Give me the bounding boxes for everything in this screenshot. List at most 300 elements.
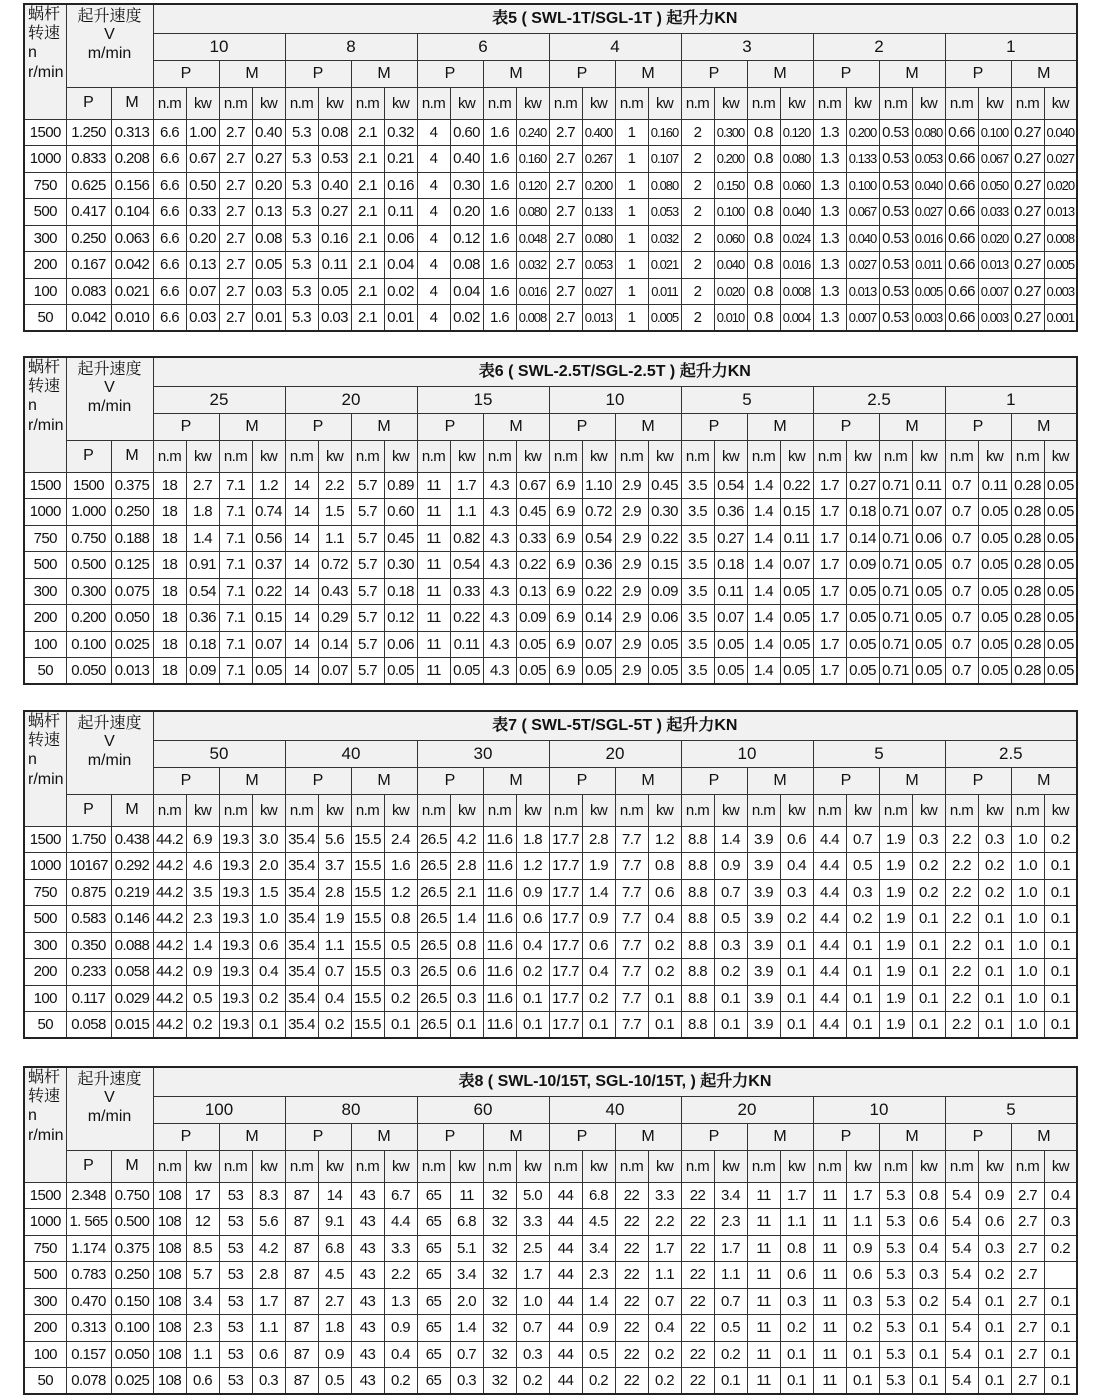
m-header: M (747, 60, 813, 87)
load-header: 25 (153, 386, 285, 413)
table-cell: 14 (285, 631, 318, 658)
table-cell: 0.06 (912, 525, 945, 552)
load-header: 20 (285, 386, 417, 413)
table-cell: 0.18 (846, 499, 879, 526)
table-cell: 19.3 (219, 959, 252, 986)
table-cell: 2.7 (549, 305, 582, 332)
table-cell: 7.1 (219, 605, 252, 632)
table-cell: 0.016 (516, 278, 549, 305)
table-cell: 11 (747, 1315, 780, 1342)
table-cell: 1.2 (648, 826, 681, 853)
speed-m-header: M (111, 1150, 153, 1182)
nm-header: n.m (747, 794, 780, 826)
kw-header: kw (186, 794, 219, 826)
table-cell: 0.160 (516, 146, 549, 173)
nm-header: n.m (549, 87, 582, 119)
kw-header: kw (318, 1150, 351, 1182)
table-cell: 0.27 (1011, 305, 1044, 332)
table-cell: 0.2 (912, 1288, 945, 1315)
table-cell: 0.60 (384, 499, 417, 526)
table-cell: 1.0 (1011, 826, 1044, 853)
table-cell: 0.13 (186, 252, 219, 279)
table-cell: 5.4 (945, 1341, 978, 1368)
table-cell: 0.05 (912, 658, 945, 685)
table-cell: 0.025 (111, 1368, 153, 1395)
table-cell: 0.66 (945, 199, 978, 226)
table-cell: 22 (681, 1235, 714, 1262)
table-cell: 0.06 (384, 225, 417, 252)
table-cell: 5.3 (879, 1315, 912, 1342)
table-row (24, 1235, 1077, 1262)
table-row (24, 1341, 1077, 1368)
table-row (24, 1315, 1077, 1342)
table-cell: 0.21 (384, 146, 417, 173)
table-cell: 0.07 (714, 605, 747, 632)
table-cell: 5.7 (351, 472, 384, 499)
table-cell: 0.05 (780, 658, 813, 685)
table-cell: 2.348 (66, 1182, 111, 1209)
table-cell: 0.45 (516, 499, 549, 526)
table-cell: 65 (417, 1262, 450, 1289)
table-cell: 19.3 (219, 932, 252, 959)
table-cell: 0.36 (186, 605, 219, 632)
table-cell: 0.1 (714, 1012, 747, 1039)
table-cell: 53 (219, 1368, 252, 1395)
p-header: P (153, 1123, 219, 1150)
table-cell: 1.1 (186, 1341, 219, 1368)
table-cell: 0.6 (516, 906, 549, 933)
table-cell: 1.000 (66, 499, 111, 526)
m-header: M (351, 767, 417, 794)
table-cell: 6.9 (549, 525, 582, 552)
kw-header: kw (582, 440, 615, 472)
table-cell: 19.3 (219, 906, 252, 933)
table-cell: 7.7 (615, 1012, 648, 1039)
table-row (24, 305, 1077, 332)
table-cell: 3.4 (186, 1288, 219, 1315)
table-cell: 0.313 (66, 1315, 111, 1342)
table-cell: 0.4 (582, 959, 615, 986)
table-cell: 18 (153, 499, 186, 526)
table-cell: 1.8 (318, 1315, 351, 1342)
table-cell: 0.32 (384, 119, 417, 146)
table-cell: 17.7 (549, 879, 582, 906)
table-cell: 0.7 (945, 525, 978, 552)
table-cell: 0.008 (780, 278, 813, 305)
nm-header: n.m (153, 1150, 186, 1182)
table-cell: 0.088 (111, 932, 153, 959)
table-cell: 0.050 (111, 605, 153, 632)
p-header: P (549, 767, 615, 794)
table-cell: 0.05 (978, 631, 1011, 658)
table-cell: 1.5 (318, 499, 351, 526)
table-cell: 26.5 (417, 826, 450, 853)
table-cell: 3.9 (747, 985, 780, 1012)
table-cell: 2 (681, 199, 714, 226)
kw-header: kw (516, 87, 549, 119)
table-cell: 2.7 (219, 225, 252, 252)
table-cell: 0.28 (1011, 499, 1044, 526)
spec-table-7 (23, 710, 1078, 1039)
lift-speed-header: 起升速度 V m/min (66, 1067, 153, 1150)
table-cell: 44.2 (153, 853, 186, 880)
table-cell: 2.0 (252, 853, 285, 880)
table-cell: 53 (219, 1182, 252, 1209)
table-cell: 0.9 (582, 906, 615, 933)
table-cell: 1.9 (879, 906, 912, 933)
table-cell: 0.233 (66, 959, 111, 986)
table-cell: 22 (681, 1368, 714, 1395)
nm-header: n.m (813, 794, 846, 826)
table-cell: 0.1 (912, 1012, 945, 1039)
table-cell: 0.27 (1011, 146, 1044, 173)
table-cell: 0.2 (384, 985, 417, 1012)
table-cell: 0.1 (780, 1012, 813, 1039)
table-row (24, 552, 1077, 579)
nm-header: n.m (747, 440, 780, 472)
table-cell: 1.3 (813, 172, 846, 199)
table-cell: 87 (285, 1262, 318, 1289)
table-cell: 0.080 (582, 225, 615, 252)
table-cell: 0.05 (1044, 631, 1077, 658)
table-cell: 1.3 (813, 146, 846, 173)
table-cell: 0.53 (879, 225, 912, 252)
table-cell: 0.2 (648, 932, 681, 959)
table-row (24, 932, 1077, 959)
table-cell: 43 (351, 1209, 384, 1236)
table-cell: 1.8 (516, 826, 549, 853)
table-cell: 2 (681, 172, 714, 199)
table-cell: 2.2 (318, 472, 351, 499)
table-cell: 0.7 (945, 658, 978, 685)
table-cell: 0.1 (978, 1288, 1011, 1315)
m-header: M (615, 1123, 681, 1150)
table-cell: 43 (351, 1341, 384, 1368)
table-cell: 0.1 (912, 906, 945, 933)
table-cell: 2.7 (549, 172, 582, 199)
table-cell: 0.1 (648, 985, 681, 1012)
load-header: 2 (813, 33, 945, 60)
table-cell: 0.18 (186, 631, 219, 658)
table-cell: 0.2 (978, 1262, 1011, 1289)
table-cell: 5.3 (879, 1235, 912, 1262)
table-cell: 0.3 (912, 826, 945, 853)
table-cell: 0.010 (714, 305, 747, 332)
table-cell: 3.5 (681, 578, 714, 605)
table-title: 表5 ( SWL-1T/SGL-1T ) 起升力KN (153, 4, 1077, 33)
table-cell: 3.7 (318, 853, 351, 880)
table-cell: 0.015 (111, 1012, 153, 1039)
nm-header: n.m (417, 87, 450, 119)
table-cell: 11 (747, 1368, 780, 1395)
table-cell: 3.9 (747, 853, 780, 880)
table-cell: 32 (483, 1288, 516, 1315)
table-cell: 44.2 (153, 959, 186, 986)
table-cell: 0.157 (66, 1341, 111, 1368)
table-cell: 6.8 (318, 1235, 351, 1262)
table-cell: 108 (153, 1341, 186, 1368)
table-cell: 0.74 (252, 499, 285, 526)
table-cell: 0.020 (978, 225, 1011, 252)
table-cell: 0.7 (945, 578, 978, 605)
table-cell: 1.6 (483, 119, 516, 146)
table-cell: 4 (417, 225, 450, 252)
table-cell: 300 (24, 225, 66, 252)
nm-header: n.m (1011, 794, 1044, 826)
table-row (24, 658, 1077, 685)
kw-header: kw (384, 440, 417, 472)
table-cell: 0.11 (978, 472, 1011, 499)
table-cell: 0.060 (780, 172, 813, 199)
table-cell: 0.003 (1044, 278, 1077, 305)
table-cell: 3.9 (747, 906, 780, 933)
table-title: 表8 ( SWL-10/15T, SGL-10/15T, ) 起升力KN (153, 1067, 1077, 1096)
table-cell: 1.7 (846, 1182, 879, 1209)
table-cell: 0.71 (879, 578, 912, 605)
table-cell: 1000 (24, 499, 66, 526)
table-cell: 1.0 (252, 906, 285, 933)
table-cell: 1.0 (1011, 1012, 1044, 1039)
p-header: P (945, 413, 1011, 440)
table-cell: 100 (24, 985, 66, 1012)
p-header: P (417, 413, 483, 440)
table-cell: 0.27 (846, 472, 879, 499)
table-cell: 32 (483, 1182, 516, 1209)
table-cell: 4 (417, 278, 450, 305)
table-cell: 32 (483, 1315, 516, 1342)
table-cell: 0.6 (252, 1341, 285, 1368)
kw-header: kw (912, 1150, 945, 1182)
table-cell: 0.05 (780, 631, 813, 658)
table-cell: 0.120 (780, 119, 813, 146)
m-header: M (219, 1123, 285, 1150)
table-cell: 7.7 (615, 906, 648, 933)
table-cell: 0.71 (879, 472, 912, 499)
nm-header: n.m (153, 794, 186, 826)
load-header: 10 (813, 1096, 945, 1123)
table-cell: 0.15 (252, 605, 285, 632)
table-cell: 4.2 (450, 826, 483, 853)
table-cell: 0.075 (111, 578, 153, 605)
table-cell: 3.5 (681, 631, 714, 658)
table-cell: 2.7 (549, 119, 582, 146)
kw-header: kw (1044, 87, 1077, 119)
table-cell: 22 (615, 1368, 648, 1395)
table-cell: 5.0 (516, 1182, 549, 1209)
table-cell: 35.4 (285, 853, 318, 880)
table-cell: 2.7 (549, 225, 582, 252)
table-cell: 4 (417, 119, 450, 146)
nm-header: n.m (813, 1150, 846, 1182)
table-title: 表6 ( SWL-2.5T/SGL-2.5T ) 起升力KN (153, 357, 1077, 386)
table-cell: 0.2 (582, 1368, 615, 1395)
kw-header: kw (582, 87, 615, 119)
table-cell: 5.3 (285, 199, 318, 226)
table-cell: 5.7 (186, 1262, 219, 1289)
table-cell: 0.053 (648, 199, 681, 226)
table-cell: 0.82 (450, 525, 483, 552)
table-cell: 11 (813, 1288, 846, 1315)
table-cell: 0.007 (978, 278, 1011, 305)
table-cell: 17.7 (549, 932, 582, 959)
kw-header: kw (516, 794, 549, 826)
table-cell: 87 (285, 1288, 318, 1315)
table-cell: 5.3 (285, 146, 318, 173)
table-cell: 1.00 (186, 119, 219, 146)
table-cell: 0.200 (66, 605, 111, 632)
table-cell: 0.013 (111, 658, 153, 685)
table-cell: 44.2 (153, 932, 186, 959)
table-cell: 44 (549, 1262, 582, 1289)
table-cell: 1.250 (66, 119, 111, 146)
table-cell: 0.05 (978, 525, 1011, 552)
nm-header: n.m (879, 794, 912, 826)
table-cell: 0.125 (111, 552, 153, 579)
table-cell: 0.22 (648, 525, 681, 552)
table-cell: 5.3 (285, 225, 318, 252)
table-cell: 0.2 (912, 853, 945, 880)
table-cell: 1 (615, 305, 648, 332)
table-cell: 2 (681, 305, 714, 332)
table-cell: 0.16 (384, 172, 417, 199)
kw-header: kw (582, 1150, 615, 1182)
table-cell: 4 (417, 172, 450, 199)
table-cell: 0.7 (945, 499, 978, 526)
table-cell: 0.4 (648, 1315, 681, 1342)
load-header: 10 (549, 386, 681, 413)
table-cell: 22 (681, 1341, 714, 1368)
nm-header: n.m (351, 1150, 384, 1182)
table-cell: 87 (285, 1315, 318, 1342)
table-cell: 0.20 (252, 172, 285, 199)
kw-header: kw (318, 794, 351, 826)
table-cell: 0.30 (648, 499, 681, 526)
table-cell: 1.1 (318, 525, 351, 552)
table-row (24, 879, 1077, 906)
table-cell: 17.7 (549, 959, 582, 986)
table-cell: 0.8 (450, 932, 483, 959)
nm-header: n.m (615, 87, 648, 119)
table-cell: 0.8 (648, 853, 681, 880)
table-cell: 5.1 (450, 1235, 483, 1262)
table-cell: 2.1 (351, 305, 384, 332)
table-cell (1044, 1262, 1077, 1289)
table-cell: 4.3 (483, 552, 516, 579)
kw-header: kw (186, 87, 219, 119)
table-cell: 1.2 (384, 879, 417, 906)
table-cell: 0.05 (846, 658, 879, 685)
table-cell: 44.2 (153, 1012, 186, 1039)
table-cell: 0.350 (66, 932, 111, 959)
nm-header: n.m (615, 440, 648, 472)
table-cell: 1.3 (813, 119, 846, 146)
table-cell: 2.0 (450, 1288, 483, 1315)
table-cell: 108 (153, 1182, 186, 1209)
table-cell: 0.06 (648, 605, 681, 632)
table-cell: 0.40 (318, 172, 351, 199)
table-cell: 3.4 (582, 1235, 615, 1262)
table-cell: 2.7 (549, 278, 582, 305)
table-cell: 6.6 (153, 199, 186, 226)
nm-header: n.m (549, 440, 582, 472)
table-cell: 0.013 (582, 305, 615, 332)
load-header: 10 (681, 740, 813, 767)
table-cell: 18 (153, 472, 186, 499)
table-cell: 0.1 (780, 959, 813, 986)
table-cell: 26.5 (417, 959, 450, 986)
table-cell: 0.438 (111, 826, 153, 853)
table-cell: 1 (615, 199, 648, 226)
table-cell: 0.200 (846, 119, 879, 146)
table-cell: 8.8 (681, 985, 714, 1012)
table-cell: 0.2 (978, 853, 1011, 880)
kw-header: kw (516, 1150, 549, 1182)
table-cell: 3.3 (516, 1209, 549, 1236)
table-cell: 5.4 (945, 1315, 978, 1342)
table-cell: 0.021 (111, 278, 153, 305)
table-cell: 1.7 (813, 499, 846, 526)
kw-header: kw (450, 87, 483, 119)
table-cell: 0.05 (648, 631, 681, 658)
table-cell: 4.3 (483, 472, 516, 499)
table-cell: 0.71 (879, 525, 912, 552)
table-cell: 43 (351, 1235, 384, 1262)
table-cell: 11 (417, 525, 450, 552)
table-cell: 0.67 (516, 472, 549, 499)
table-cell: 7.1 (219, 552, 252, 579)
table-cell: 0.1 (846, 1341, 879, 1368)
table-row (24, 1012, 1077, 1039)
table-row (24, 959, 1077, 986)
table-row (24, 146, 1077, 173)
table-cell: 4.4 (813, 853, 846, 880)
m-header: M (879, 767, 945, 794)
table-cell: 65 (417, 1235, 450, 1262)
table-cell: 0.5 (714, 906, 747, 933)
table-cell: 35.4 (285, 1012, 318, 1039)
table-cell: 0.53 (879, 252, 912, 279)
table-cell: 0.010 (111, 305, 153, 332)
table-cell: 1.4 (747, 605, 780, 632)
table-cell: 0.219 (111, 879, 153, 906)
table-cell: 0.05 (912, 605, 945, 632)
table-cell: 1.8 (186, 499, 219, 526)
table-cell: 6.9 (549, 605, 582, 632)
table-cell: 0.063 (111, 225, 153, 252)
table-cell: 43 (351, 1182, 384, 1209)
table-cell: 0.05 (978, 552, 1011, 579)
table-cell: 0.05 (846, 605, 879, 632)
table-cell: 1 (615, 278, 648, 305)
table-cell: 108 (153, 1235, 186, 1262)
table-cell: 0.1 (1044, 985, 1077, 1012)
table-cell: 35.4 (285, 826, 318, 853)
table-cell: 0.400 (582, 119, 615, 146)
table-cell: 14 (285, 499, 318, 526)
table-cell: 11 (417, 472, 450, 499)
table-cell: 1.4 (747, 578, 780, 605)
table-cell: 1 (615, 252, 648, 279)
table-cell: 1.4 (714, 826, 747, 853)
table-cell: 44 (549, 1182, 582, 1209)
p-header: P (813, 1123, 879, 1150)
table-cell: 4.3 (483, 578, 516, 605)
table-cell: 0.40 (252, 119, 285, 146)
lift-speed-header: 起升速度 V m/min (66, 357, 153, 440)
table-cell: 5.3 (879, 1262, 912, 1289)
m-header: M (1011, 1123, 1077, 1150)
m-header: M (747, 1123, 813, 1150)
